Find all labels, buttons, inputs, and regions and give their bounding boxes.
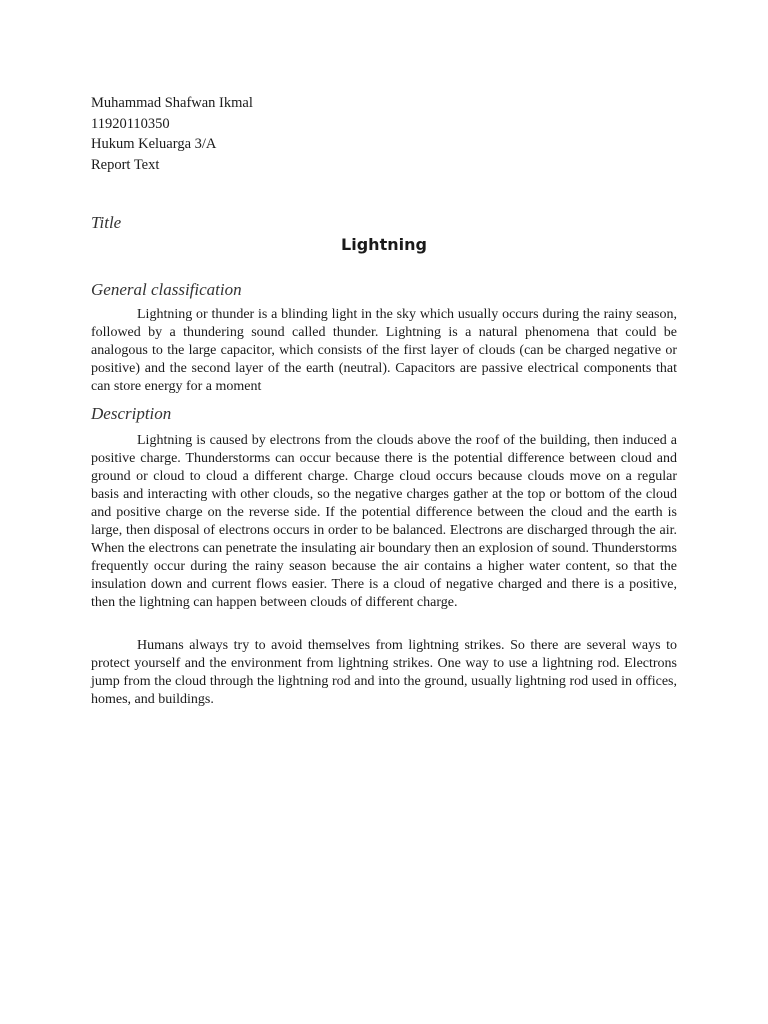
document-title: Lightning: [341, 235, 427, 254]
description-paragraph-1: Lightning is caused by electrons from the clouds above the roof of the building, then induced a positive charge. Thunderstorms can occur because there is the potential difference between cloud and ground or cloud to cloud a different charge. Charge cloud occurs because clouds move on a regular basis and interacting with other clouds, so the negative charges gather at the top or bottom of the cloud and positive charge on the reverse side. If the potential difference between the cloud and the earth is large, then disposal of electrons occurs in order to be balanced. Electrons are discharged through the air. When the electrons can penetrate the insulating air boundary then an explosion of sound. Thunderstorms frequently occur during the rainy season because the air contains a higher water content, so that the insulation down and current flows easier. There is a cloud of negative charged and there is a positive, then the lightning can happen between clouds of different charge.: [91, 433, 677, 610]
student-id: 11920110350: [91, 115, 170, 132]
author-name: Muhammad Shafwan Ikmal: [91, 95, 253, 111]
description-paragraph-2: Humans always try to avoid themselves from lightning strikes. So there are several ways to protect yourself and the environment from lightning strikes. One way to use a lightning rod. Electrons jump from the cloud through the lightning rod and into the ground, usually lightning rod used in offices, homes, and buildings.: [91, 638, 677, 707]
general-classification-label: General classification: [91, 280, 242, 299]
general-classification-paragraph: Lightning or thunder is a blinding light in the sky which usually occurs during the rainy season, followed by a thundering sound called thunder. Lightning is a natural phenomena that could be analogous to the large capacitor, which consists of the first layer of clouds (can be charged negative or positive) and the second layer of the earth (neutral). Capacitors are passive electrical components that can store energy for a moment: [91, 307, 677, 394]
document-type: Report Text: [91, 156, 160, 173]
title-section-label: Title: [91, 213, 122, 232]
description-label: Description: [91, 404, 172, 423]
class-name: Hukum Keluarga 3/A: [91, 136, 217, 152]
author-info: [91, 93, 491, 175]
